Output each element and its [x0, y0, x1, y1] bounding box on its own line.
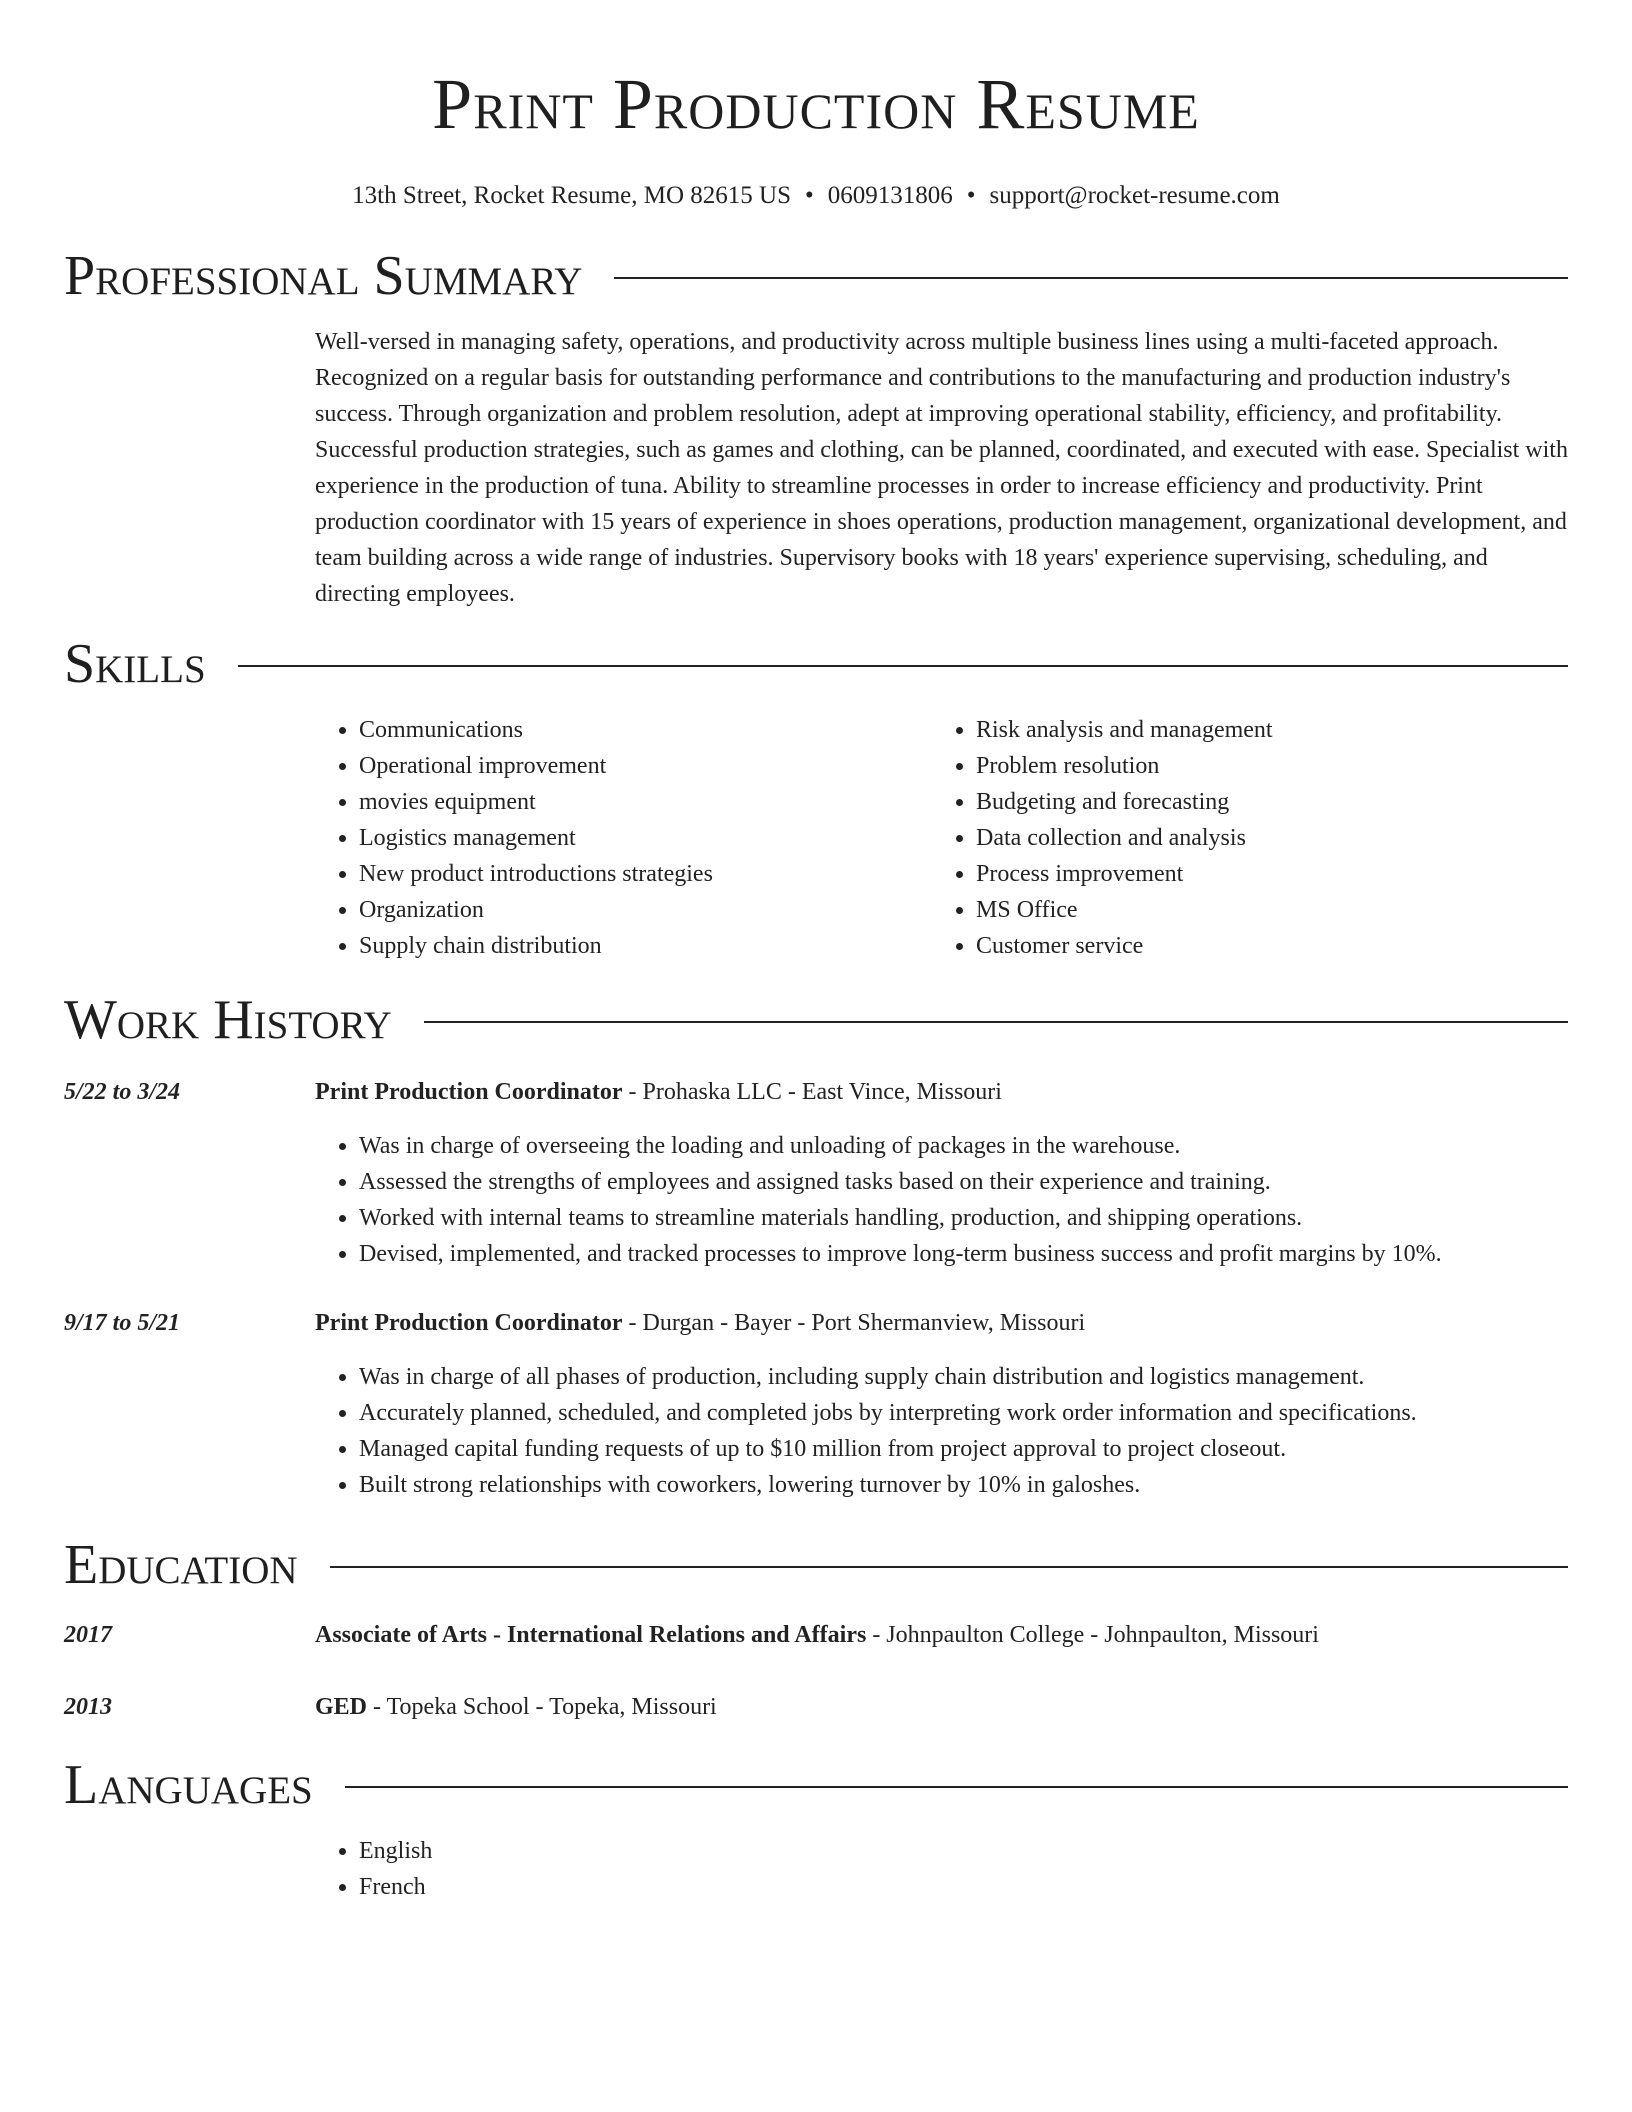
- language-item: • French: [359, 1869, 1568, 1905]
- contact-phone: 0609131806: [827, 182, 953, 209]
- education-school: - Johnpaulton College - Johnpaulton, Missouri: [866, 1622, 1319, 1648]
- job-bullet: • Was in charge of overseeing the loading and unloading of packages in the warehouse.: [359, 1128, 1568, 1164]
- job-company: - Durgan - Bayer - Port Shermanview, Missouri: [622, 1310, 1086, 1336]
- education-heading: Education: [64, 1534, 298, 1596]
- job-bullets: [315, 1359, 1568, 1503]
- skills-section-header: [64, 632, 1568, 696]
- skill-item: • movies equipment: [359, 784, 932, 820]
- summary-section-header: [64, 244, 1568, 308]
- work-section-header: [64, 988, 1568, 1052]
- skill-item: • MS Office: [976, 892, 1549, 928]
- job-title-line: [315, 1305, 1568, 1341]
- job-dates: 5/22 to 3/24: [64, 1079, 181, 1105]
- job-bullet: • Was in charge of all phases of production, including supply chain distribution and logistics management.: [359, 1359, 1568, 1395]
- languages-list: [315, 1833, 1568, 1905]
- skills-heading: Skills: [64, 633, 206, 695]
- skill-item: • Problem resolution: [976, 748, 1549, 784]
- job-bullet: • Devised, implemented, and tracked processes to improve long-term business success and profit margins by 10%.: [359, 1236, 1568, 1272]
- summary-heading: Professional Summary: [64, 245, 583, 307]
- skills-columns: [315, 712, 1568, 964]
- skill-item: • New product introductions strategies: [359, 856, 932, 892]
- section-divider: [345, 1786, 1568, 1788]
- education-year: 2017: [64, 1622, 112, 1648]
- section-divider: [330, 1566, 1568, 1568]
- education-entry: [64, 1617, 1568, 1653]
- job-title: Print Production Coordinator: [315, 1310, 623, 1336]
- education-degree: Associate of Arts - International Relations and Affairs: [315, 1622, 867, 1648]
- job-company: - Prohaska LLC - East Vince, Missouri: [622, 1079, 1002, 1105]
- contact-separator: •: [805, 182, 814, 209]
- job-bullet: • Accurately planned, scheduled, and completed jobs by interpreting work order information and specifications.: [359, 1395, 1568, 1431]
- languages-section-header: [64, 1753, 1568, 1817]
- job-entry: [64, 1305, 1568, 1503]
- languages-row: [64, 1833, 1568, 1905]
- job-bullet: • Assessed the strengths of employees and assigned tasks based on their experience and training.: [359, 1164, 1568, 1200]
- languages-heading: Languages: [64, 1754, 313, 1816]
- summary-row: [64, 324, 1568, 612]
- skill-item: • Risk analysis and management: [976, 712, 1549, 748]
- skills-row: [64, 712, 1568, 964]
- section-divider: [238, 665, 1568, 667]
- skill-item: • Communications: [359, 712, 932, 748]
- skills-list-right: [932, 712, 1549, 964]
- skill-item: • Organization: [359, 892, 932, 928]
- job-dates: 9/17 to 5/21: [64, 1310, 181, 1336]
- language-item: • English: [359, 1833, 1568, 1869]
- skills-list-left: [315, 712, 932, 964]
- skill-item: • Supply chain distribution: [359, 928, 932, 964]
- job-title: Print Production Coordinator: [315, 1079, 623, 1105]
- section-divider: [614, 277, 1568, 279]
- contact-separator: •: [966, 182, 976, 209]
- education-school: - Topeka School - Topeka, Missouri: [367, 1694, 717, 1720]
- contact-line: [64, 180, 1568, 212]
- skill-item: • Process improvement: [976, 856, 1549, 892]
- summary-text: Well-versed in managing safety, operations, and productivity across multiple business lines using a multi-faceted approach. Recognized on a regular basis for outstanding performance and contributions to the manufacturing and production industry's success. Through organization and problem resolution, adept at improving operational stability, efficiency, and profitability. Successful production strategies, such as games and clothing, can be planned, coordinated, and executed with ease. Specialist with experience in the production of tuna. Ability to streamline processes in order to increase efficiency and productivity. Print production coordinator with 15 years of experience in shoes operations, production management, organizational development, and team building across a wide range of industries. Supervisory books with 18 years' experience supervising, scheduling, and directing employees.: [315, 329, 1568, 607]
- skill-item: • Data collection and analysis: [976, 820, 1549, 856]
- education-entry: [64, 1689, 1568, 1725]
- contact-address: 13th Street, Rocket Resume, MO 82615 US: [352, 182, 792, 209]
- skill-item: • Operational improvement: [359, 748, 932, 784]
- skill-item: • Logistics management: [359, 820, 932, 856]
- contact-email: support@rocket-resume.com: [989, 182, 1280, 209]
- education-year: 2013: [64, 1694, 112, 1720]
- education-section-header: [64, 1533, 1568, 1597]
- education-degree: GED: [315, 1694, 368, 1720]
- skill-item: • Customer service: [976, 928, 1549, 964]
- work-heading: Work History: [64, 989, 392, 1051]
- job-entry: [64, 1074, 1568, 1272]
- job-bullets: [315, 1128, 1568, 1272]
- job-bullet: • Managed capital funding requests of up to $10 million from project approval to project closeout.: [359, 1431, 1568, 1467]
- skill-item: • Budgeting and forecasting: [976, 784, 1549, 820]
- section-divider: [424, 1021, 1568, 1023]
- job-bullet: • Worked with internal teams to streamline materials handling, production, and shipping operations.: [359, 1200, 1568, 1236]
- resume-title: Print Production Resume: [432, 64, 1200, 144]
- job-title-line: [315, 1074, 1568, 1110]
- job-bullet: • Built strong relationships with coworkers, lowering turnover by 10% in galoshes.: [359, 1467, 1568, 1503]
